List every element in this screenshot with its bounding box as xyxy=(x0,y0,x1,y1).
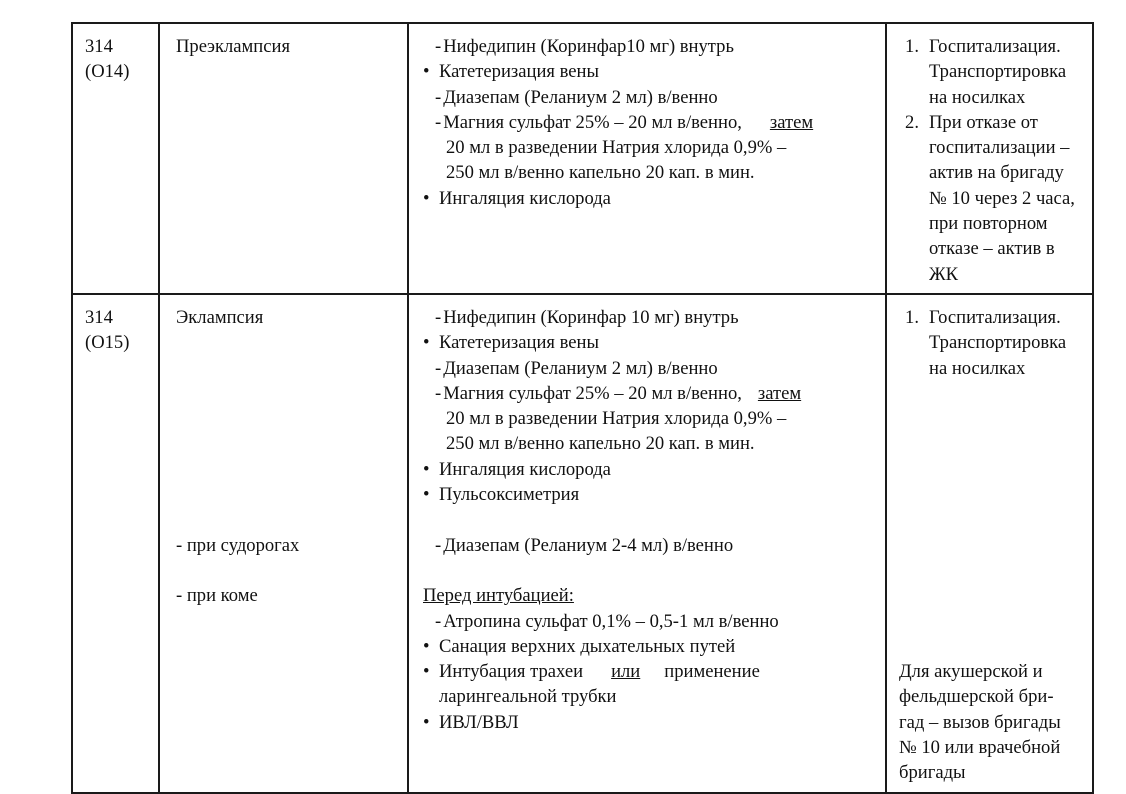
icd-code: (O14) xyxy=(85,61,130,83)
treatment-item: - Нифедипин (Коринфар 10 мг) внутрь xyxy=(423,305,885,330)
table-row xyxy=(72,23,1093,294)
treatment-bullet: • Ингаляция кислорода xyxy=(423,187,611,209)
table-row xyxy=(72,294,1093,793)
treatment-item: - Атропина сульфат 0,1% – 0,5-1 мл в/венно xyxy=(423,609,885,634)
diagnosis-cell xyxy=(159,294,408,793)
treatment-bullet: • ИВЛ/ВВЛ xyxy=(423,711,519,733)
treatment-item: - Диазепам (Реланиум 2-4 мл) в/венно xyxy=(423,533,885,558)
treatment-continuation: 20 мл в разведении Натрия хлорида 0,9% – xyxy=(446,408,787,430)
tactics-cell xyxy=(886,23,1093,294)
treatment-continuation: 250 мл в/венно капельно 20 кап. в мин. xyxy=(446,162,755,184)
treatment-bullet: • Катетеризация вены xyxy=(423,61,599,83)
tactics-item: 2. При отказе от госпитализации – актив на бригаду № 10 через 2 часа, при повторном отказе – актив в ЖК xyxy=(905,111,1075,285)
treatment-item: - Диазепам (Реланиум 2 мл) в/венно xyxy=(423,85,885,110)
treatment-item: - Нифедипин (Коринфар10 мг) внутрь xyxy=(423,34,885,59)
treatment-continuation: ларингеальной трубки xyxy=(439,686,617,708)
tactics-item: 1. Госпитализация. Транспортировка на носилках xyxy=(905,306,1067,379)
treatment-bullet: • Санация верхних дыхательных путей xyxy=(423,635,736,657)
tactics-note: Для акушерской и фельдшерской бри- гад – вызов бригады № 10 или врачебной бригады xyxy=(899,661,1061,784)
code-number: 314 xyxy=(85,36,113,57)
treatment-bullet: • Интубация трахеи или применение xyxy=(423,661,760,683)
diagnosis-title: Преэклампсия xyxy=(176,36,290,57)
tactics-item: 1. Госпитализация. Транспортировка на носилках xyxy=(905,36,1067,108)
treatment-cell xyxy=(408,294,886,793)
tactics-cell xyxy=(886,294,1093,793)
treatment-bullet: • Ингаляция кислорода xyxy=(423,458,611,480)
treatment-item: - Магния сульфат 25% – 20 мл в/венно, затем xyxy=(423,381,885,406)
code-cell xyxy=(72,294,159,793)
treatment-continuation: 250 мл в/венно капельно 20 кап. в мин. xyxy=(446,433,755,455)
protocol-table xyxy=(71,22,1094,794)
treatment-item: - Магния сульфат 25% – 20 мл в/венно, затем xyxy=(423,110,885,135)
icd-code: (O15) xyxy=(85,332,130,354)
subcondition-seizures: - при судорогах xyxy=(176,534,300,556)
treatment-bullet: • Катетеризация вены xyxy=(423,332,599,354)
treatment-bullet: • Пульсоксиметрия xyxy=(423,484,580,506)
diagnosis-title: Эклампсия xyxy=(176,306,264,328)
diagnosis-cell xyxy=(159,23,408,294)
treatment-continuation: 20 мл в разведении Натрия хлорида 0,9% – xyxy=(446,137,787,159)
code-cell xyxy=(72,23,159,294)
treatment-item: - Диазепам (Реланиум 2 мл) в/венно xyxy=(423,356,885,381)
pre-intubation-heading: Перед интубацией: xyxy=(423,585,574,607)
treatment-cell xyxy=(408,23,886,294)
code-number: 314 xyxy=(85,306,113,328)
subcondition-coma: - при коме xyxy=(176,585,258,607)
